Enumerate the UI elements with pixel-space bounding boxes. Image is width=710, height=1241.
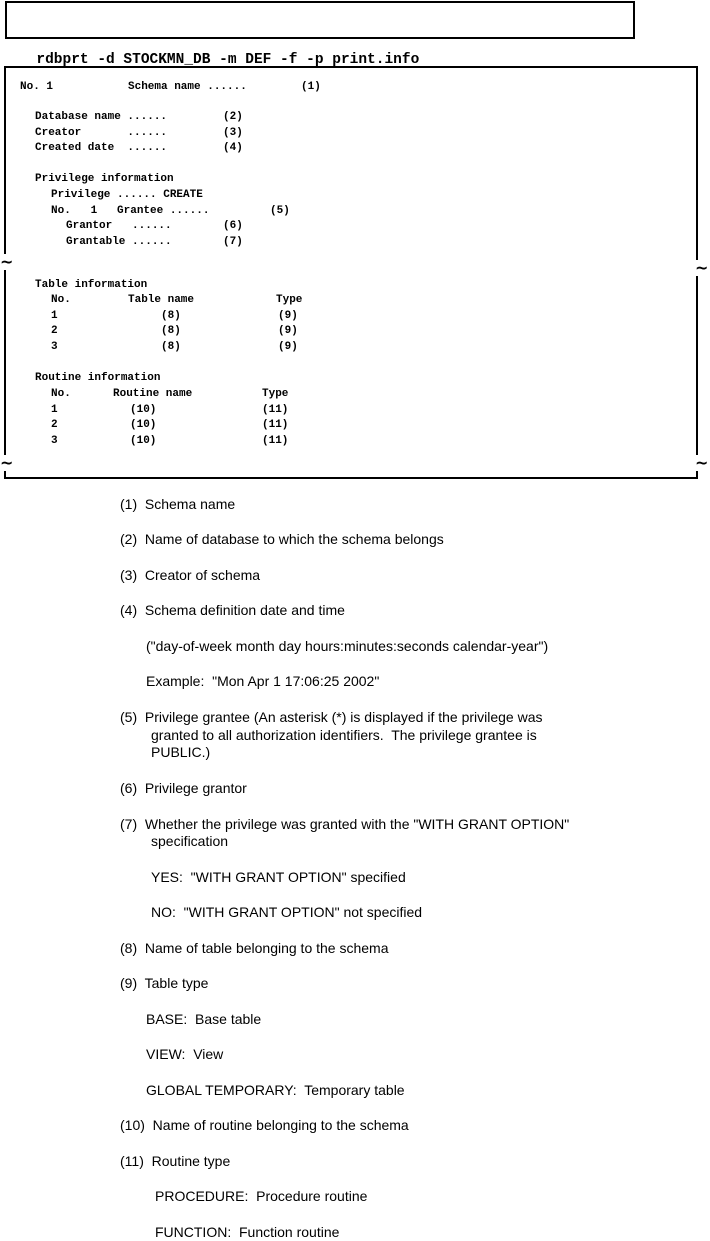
grantor-label: Grantor ...... [66, 220, 172, 232]
note-9-base: BASE: Base table [146, 1011, 262, 1027]
note-7-yes: YES: "WITH GRANT OPTION" specified [151, 869, 406, 885]
table-col-no: No. [51, 294, 71, 306]
grantable-ref: (7) [223, 236, 243, 248]
table-row-1-name: (8) [161, 310, 181, 322]
routine-col-no: No. [51, 388, 71, 400]
break-mark-right-upper: ~ [695, 258, 709, 277]
table-col-type: Type [276, 294, 303, 306]
privilege-line: Privilege ...... CREATE [51, 189, 203, 201]
note-8: (8) Name of table belonging to the schema [120, 940, 389, 956]
routine-row-1-name: (10) [130, 404, 157, 416]
note-7-no: NO: "WITH GRANT OPTION" not specified [151, 904, 423, 920]
command-text: rdbprt -d STOCKMN_DB -m DEF -f -p print.info [36, 52, 420, 68]
grantable-label: Grantable ...... [66, 236, 172, 248]
routine-col-type: Type [262, 388, 289, 400]
note-9-view: VIEW: View [146, 1046, 224, 1062]
note-5-line-2: granted to all authorization identifiers. The privilege grantee is [151, 727, 537, 743]
note-3: (3) Creator of schema [120, 567, 261, 583]
routine-row-3-name: (10) [130, 435, 157, 447]
routine-info-title: Routine information [35, 372, 161, 384]
note-7-line-2: specification [151, 833, 229, 849]
note-2: (2) Name of database to which the schema belongs [120, 531, 444, 547]
privilege-info-title: Privilege information [35, 173, 174, 185]
break-mark-right-lower: ~ [695, 453, 709, 472]
table-row-3-no: 3 [51, 341, 58, 353]
note-5-line-3: PUBLIC.) [151, 744, 211, 760]
routine-row-1-type: (11) [262, 404, 289, 416]
creator-label: Creator ...... [35, 127, 168, 139]
creator-ref: (3) [223, 127, 243, 139]
note-6: (6) Privilege grantor [120, 780, 247, 796]
note-9-global-temporary: GLOBAL TEMPORARY: Temporary table [146, 1082, 405, 1098]
schema-name-ref: (1) [301, 81, 321, 93]
table-info-title: Table information [35, 279, 148, 291]
note-4-format: ("day-of-week month day hours:minutes:seconds calendar-year") [146, 638, 549, 654]
note-5-line-1: (5) Privilege grantee (An asterisk (*) is displayed if the privilege was [120, 709, 543, 725]
break-mark-left-lower: ~ [0, 453, 14, 472]
routine-row-3-no: 3 [51, 435, 58, 447]
note-4: (4) Schema definition date and time [120, 602, 345, 618]
table-row-1-no: 1 [51, 310, 58, 322]
database-name-ref: (2) [223, 111, 243, 123]
routine-row-2-name: (10) [130, 419, 157, 431]
routine-row-2-no: 2 [51, 419, 58, 431]
table-row-2-no: 2 [51, 325, 58, 337]
note-1: (1) Schema name [120, 496, 236, 512]
table-row-3-type: (9) [278, 341, 298, 353]
grantee-ref: (5) [270, 205, 290, 217]
table-row-2-type: (9) [278, 325, 298, 337]
grantor-ref: (6) [223, 220, 243, 232]
output-no-label: No. 1 [20, 81, 54, 93]
routine-row-2-type: (11) [262, 419, 289, 431]
note-9: (9) Table type [120, 975, 209, 991]
routine-row-1-no: 1 [51, 404, 58, 416]
note-11-procedure: PROCEDURE: Procedure routine [155, 1188, 368, 1204]
note-11: (11) Routine type [120, 1153, 231, 1169]
table-row-1-type: (9) [278, 310, 298, 322]
grantee-line: No. 1 Grantee ...... [51, 205, 210, 217]
table-col-name: Table name [128, 294, 195, 306]
routine-col-name: Routine name [113, 388, 193, 400]
routine-row-3-type: (11) [262, 435, 289, 447]
table-row-2-name: (8) [161, 325, 181, 337]
table-row-3-name: (8) [161, 341, 181, 353]
note-11-function: FUNCTION: Function routine [155, 1224, 340, 1240]
note-7-line-1: (7) Whether the privilege was granted with the "WITH GRANT OPTION" [120, 816, 570, 832]
schema-name-label: Schema name ...... [128, 81, 247, 93]
command-line-box [5, 1, 635, 68]
note-4-example: Example: "Mon Apr 1 17:06:25 2002" [146, 673, 380, 689]
created-date-ref: (4) [223, 142, 243, 154]
break-mark-left-upper: ~ [0, 252, 14, 271]
note-10: (10) Name of routine belonging to the schema [120, 1117, 409, 1133]
database-name-label: Database name ...... [35, 111, 168, 123]
created-date-label: Created date ...... [35, 142, 168, 154]
